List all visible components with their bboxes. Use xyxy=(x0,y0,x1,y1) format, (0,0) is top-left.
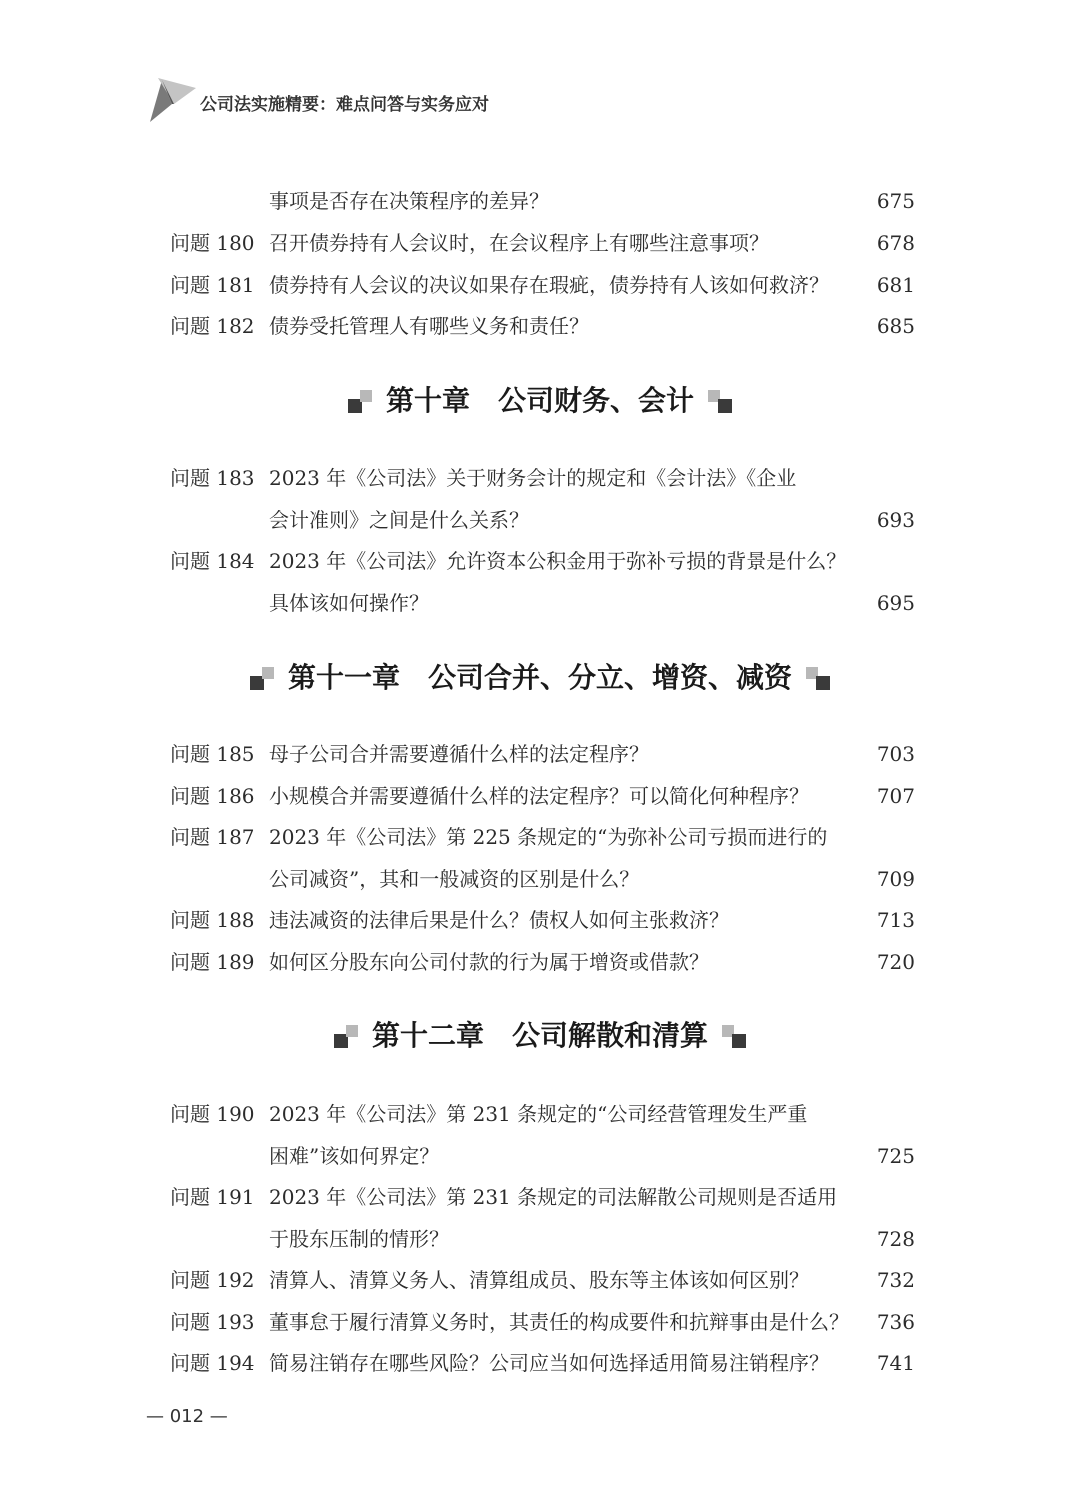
page-number: 713 xyxy=(876,908,915,932)
toc-entry[interactable] xyxy=(170,264,915,306)
ornament-right-icon xyxy=(802,667,832,691)
question-number: 问题 180 xyxy=(170,231,255,255)
question-number: 问题 187 xyxy=(170,825,255,849)
question-text: 母子公司合并需要遵循什么样的法定程序？ xyxy=(269,742,649,766)
question-text: 召开债券持有人会议时，在会议程序上有哪些注意事项？ xyxy=(269,231,769,255)
question-number: 问题 191 xyxy=(170,1185,255,1209)
chapter-title: 第十章 公司财务、会计 xyxy=(385,384,694,417)
toc-entry[interactable] xyxy=(170,457,915,541)
question-text: 2023 年《公司法》允许资本公积金用于弥补亏损的背景是什么？ 具体该如何操作？ xyxy=(269,549,847,615)
triangle-mark-icon xyxy=(148,74,198,124)
question-number: 问题 192 xyxy=(170,1268,255,1292)
page-number: 728 xyxy=(876,1227,915,1251)
page-number: 741 xyxy=(876,1351,915,1375)
page-number: 720 xyxy=(876,950,915,974)
question-text: 如何区分股东向公司付款的行为属于增资或借款？ xyxy=(269,950,709,974)
toc-entry[interactable] xyxy=(170,180,915,222)
page-number: 693 xyxy=(876,508,915,532)
question-number: 问题 182 xyxy=(170,314,255,338)
question-text: 2023 年《公司法》关于财务会计的规定和《会计法》《企业 会计准则》之间是什么关系？ xyxy=(269,466,797,532)
question-number: 问题 188 xyxy=(170,908,255,932)
toc-entry[interactable] xyxy=(170,222,915,264)
toc-entry[interactable] xyxy=(170,1176,915,1260)
page-number: 736 xyxy=(876,1310,915,1334)
page-number: 725 xyxy=(876,1144,915,1168)
toc-entry[interactable] xyxy=(170,775,915,817)
book-title: 公司法实施精要：难点问答与实务应对 xyxy=(200,95,489,115)
question-number: 问题 181 xyxy=(170,273,255,297)
ornament-right-icon xyxy=(718,1025,748,1049)
page-number: 685 xyxy=(876,314,915,338)
question-number: 问题 185 xyxy=(170,742,255,766)
page-number: 675 xyxy=(876,189,915,213)
question-number: 问题 186 xyxy=(170,784,255,808)
page-number: 703 xyxy=(876,742,915,766)
toc-entry[interactable] xyxy=(170,941,915,983)
question-text: 小规模合并需要遵循什么样的法定程序？可以简化何种程序？ xyxy=(269,784,809,808)
question-text: 2023 年《公司法》第 231 条规定的“公司经营管理发生严重 困难”该如何界定？ xyxy=(269,1102,808,1168)
page-number: 695 xyxy=(876,591,915,615)
question-number: 问题 189 xyxy=(170,950,255,974)
ornament-left-icon xyxy=(332,1025,362,1049)
question-text: 债券持有人会议的决议如果存在瑕疵，债券持有人该如何救济？ xyxy=(269,273,829,297)
page-number: 678 xyxy=(876,231,915,255)
question-text: 2023 年《公司法》第 225 条规定的“为弥补公司亏损而进行的 公司减资”，其和一般减资的区别是什么？ xyxy=(269,825,828,891)
toc-entry[interactable] xyxy=(170,1259,915,1301)
page-number: 732 xyxy=(876,1268,915,1292)
chapter-title: 第十一章 公司合并、分立、增资、减资 xyxy=(287,661,792,694)
chapter-heading[interactable] xyxy=(0,658,1080,698)
question-number: 问题 184 xyxy=(170,549,255,573)
question-number: 问题 194 xyxy=(170,1351,255,1375)
page-number: 707 xyxy=(876,784,915,808)
chapter-title: 第十二章 公司解散和清算 xyxy=(371,1019,708,1052)
ornament-left-icon xyxy=(248,667,278,691)
question-number: 问题 183 xyxy=(170,466,255,490)
question-text: 简易注销存在哪些风险？公司应当如何选择适用简易注销程序？ xyxy=(269,1351,829,1375)
chapter-heading[interactable] xyxy=(0,1016,1080,1056)
toc-entry[interactable] xyxy=(170,305,915,347)
toc-entry[interactable] xyxy=(170,899,915,941)
question-text: 2023 年《公司法》第 231 条规定的司法解散公司规则是否适用 于股东压制的情形？ xyxy=(269,1185,838,1251)
question-text: 事项是否存在决策程序的差异？ xyxy=(269,189,549,213)
question-text: 债券受托管理人有哪些义务和责任？ xyxy=(269,314,589,338)
question-number: 问题 190 xyxy=(170,1102,255,1126)
ornament-left-icon xyxy=(346,390,376,414)
ornament-right-icon xyxy=(704,390,734,414)
toc-entry[interactable] xyxy=(170,1093,915,1177)
page-number: 681 xyxy=(876,273,915,297)
toc-entry[interactable] xyxy=(170,1342,915,1384)
toc-entry[interactable] xyxy=(170,816,915,900)
toc-entry[interactable] xyxy=(170,1301,915,1343)
page-folio: — 012 — xyxy=(146,1406,228,1427)
question-number: 问题 193 xyxy=(170,1310,255,1334)
question-text: 清算人、清算义务人、清算组成员、股东等主体该如何区别？ xyxy=(269,1268,809,1292)
page-number: 709 xyxy=(876,867,915,891)
toc-entry[interactable] xyxy=(170,540,915,624)
toc-entry[interactable] xyxy=(170,733,915,775)
chapter-heading[interactable] xyxy=(0,381,1080,421)
question-text: 董事怠于履行清算义务时，其责任的构成要件和抗辩事由是什么？ xyxy=(269,1310,849,1334)
question-text: 违法减资的法律后果是什么？债权人如何主张救济？ xyxy=(269,908,729,932)
